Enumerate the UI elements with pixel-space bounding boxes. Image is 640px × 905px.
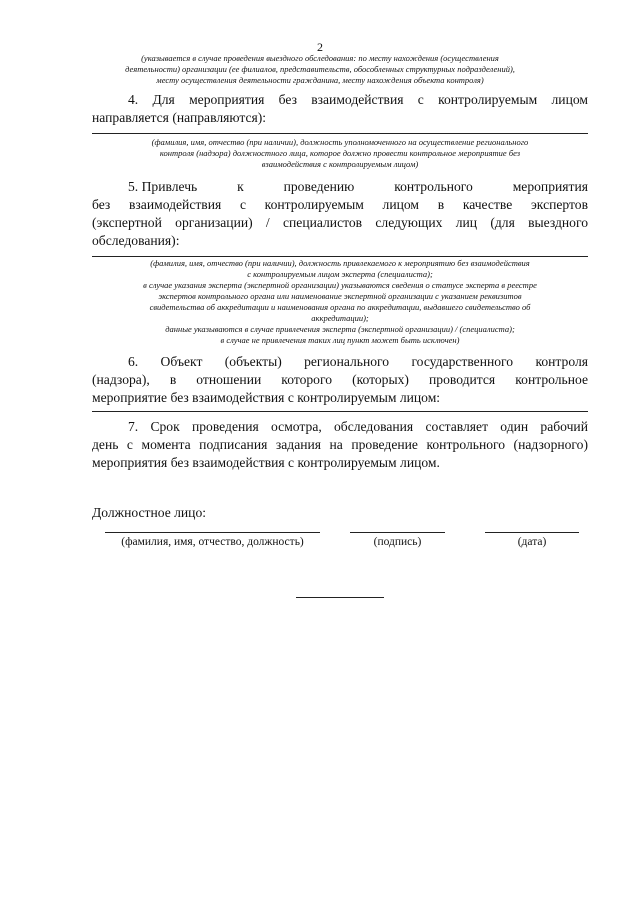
item-4-note-line: (фамилия, имя, отчество (при наличии), должность уполномоченного на осуществление регионального xyxy=(151,137,529,147)
item-5-note-line: экспертов контрольного органа или наименование экспертной организации с указанием реквизитов xyxy=(158,291,522,301)
item-5-first-line xyxy=(128,178,588,196)
item-5-note-line: в случае указания эксперта (экспертной организации) указываются сведения о статусе эксперта в реестре xyxy=(143,280,537,290)
sign-caption: (подпись) xyxy=(373,536,422,548)
date-signature-line xyxy=(485,532,579,533)
item-4 xyxy=(92,91,588,127)
item-4-note-line: взаимодействия с контролируемым лицом) xyxy=(261,159,419,169)
item-5-line: без взаимодействия с контролируемым лицом в качестве экспертов xyxy=(92,197,588,212)
item-5-note-line: (фамилия, имя, отчество (при наличии), должность привлекаемого к мероприятию без взаимодействия xyxy=(150,258,530,268)
item-6-fill-line xyxy=(92,411,588,412)
item-5-word: мероприятия xyxy=(512,179,588,194)
item-4-line: направляется (направляются): xyxy=(92,110,267,125)
item-5-word: к xyxy=(237,179,244,194)
item-5-note-line: аккредитации); xyxy=(311,313,369,323)
item-5-note-line: свидетельства об аккредитации и наименования органа по аккредитации, выдавшего свидетельство об xyxy=(149,302,531,312)
end-separator-line xyxy=(296,597,384,598)
item-4-line: 4. Для мероприятия без взаимодействия с контролируемым лицом xyxy=(128,92,588,107)
item-4-note-line: контроля (надзора) должностного лица, которое должно провести контрольное мероприятие без xyxy=(159,148,521,158)
name-caption: (фамилия, имя, отчество, должность) xyxy=(121,536,304,548)
item-5-note-line: в случае не привлечения таких лиц пункт может быть исключен) xyxy=(220,335,460,345)
item-6-line: 6. Объект (объекты) регионального государственного контроля xyxy=(128,354,588,369)
item-5-word: 5. Привлечь xyxy=(128,179,198,194)
item-6-line: мероприятие без взаимодействия с контролируемым лицом: xyxy=(92,390,441,405)
item-5-note-line: с контролируемым лицом эксперта (специалиста); xyxy=(247,269,433,279)
item-5-note xyxy=(92,258,588,346)
top-note xyxy=(92,53,548,86)
item-6-line: (надзора), в отношении которого (которых) проводится контрольное xyxy=(92,372,588,387)
item-5-word: проведению xyxy=(283,179,355,194)
top-note-line: месту осуществления деятельности гражданина, месту нахождения объекта контроля) xyxy=(156,75,484,85)
page-number: 2 xyxy=(317,40,323,54)
item-4-fill-line xyxy=(92,133,588,134)
item-7-line: день с момента подписания задания на проведение контрольного (надзорного) xyxy=(92,437,588,452)
sign-signature-line xyxy=(350,532,445,533)
item-5 xyxy=(92,196,588,250)
item-7 xyxy=(92,418,588,472)
item-7-line: мероприятия без взаимодействия с контролируемым лицом. xyxy=(92,455,440,470)
item-7-line: 7. Срок проведения осмотра, обследования составляет один рабочий xyxy=(128,419,588,434)
item-4-note xyxy=(92,137,588,170)
date-caption: (дата) xyxy=(517,536,547,548)
item-5-line: обследования): xyxy=(92,233,180,248)
item-5-word: контрольного xyxy=(394,179,473,194)
top-note-line: деятельности) организации (ее филиалов, представительств, обособленных структурных подразделений), xyxy=(125,64,515,74)
name-signature-line xyxy=(105,532,320,533)
item-5-fill-line xyxy=(92,256,588,257)
item-5-line: (экспертной организации) / специалистов следующих лиц (для выездного xyxy=(92,215,588,230)
signature-label: Должностное лицо: xyxy=(92,505,207,520)
item-6 xyxy=(92,353,588,407)
top-note-line: (указывается в случае проведения выездного обследования: по месту нахождения (осуществления xyxy=(141,53,499,63)
item-5-note-line: данные указываются в случае привлечения эксперта (экспертной организации) / (специалиста); xyxy=(165,324,515,334)
